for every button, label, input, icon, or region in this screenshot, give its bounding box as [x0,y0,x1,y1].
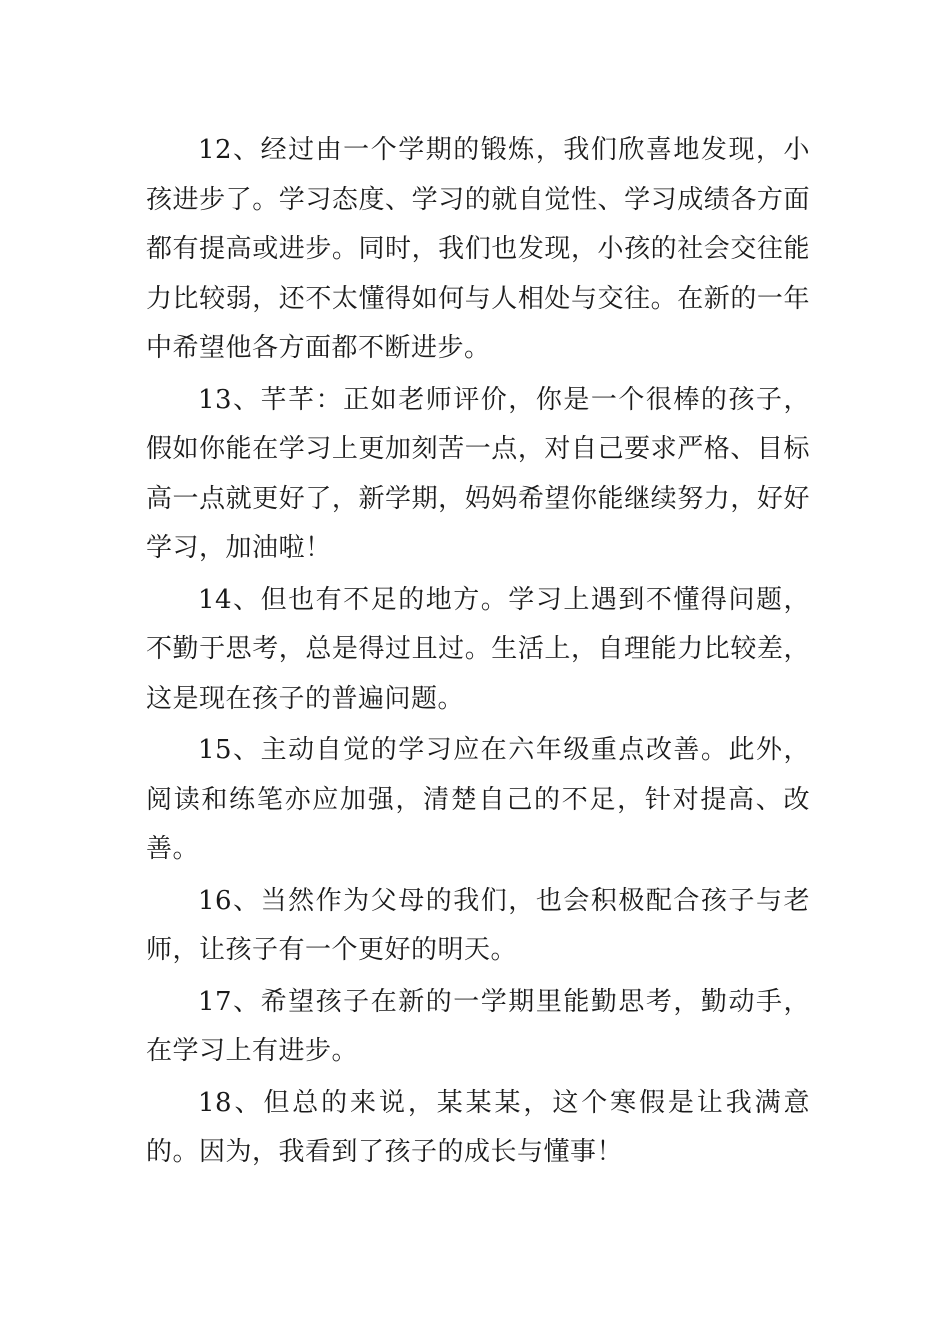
paragraph-16: 16、当然作为父母的我们，也会积极配合孩子与老师，让孩子有一个更好的明天。 [146,885,810,965]
paragraph-12: 12、经过由一个学期的锻炼，我们欣喜地发现，小孩进步了。学习态度、学习的就自觉性、学习成绩各方面都有提高或进步。同时，我们也发现，小孩的社会交往能力比较弱，还不太懂得如何与人相处与交往。在新的一年中希望他各方面都不断进步。 [146,135,810,363]
document-body [146,126,810,1180]
paragraph-13: 13、芊芊：正如老师评价，你是一个很棒的孩子，假如你能在学习上更加刻苦一点，对自己要求严格、目标高一点就更好了，新学期，妈妈希望你能继续努力，好好学习，加油啦！ [146,384,810,563]
paragraph-14: 14、但也有不足的地方。学习上遇到不懂得问题，不勤于思考，总是得过且过。生活上，自理能力比较差，这是现在孩子的普遍问题。 [146,584,810,714]
paragraph-18: 18、但总的来说，某某某，这个寒假是让我满意的。因为，我看到了孩子的成长与懂事！ [146,1087,810,1167]
paragraph-15: 15、主动自觉的学习应在六年级重点改善。此外，阅读和练笔亦应加强，清楚自己的不足，针对提高、改善。 [146,735,810,864]
paragraph-17: 17、希望孩子在新的一学期里能勤思考，勤动手，在学习上有进步。 [146,986,810,1066]
